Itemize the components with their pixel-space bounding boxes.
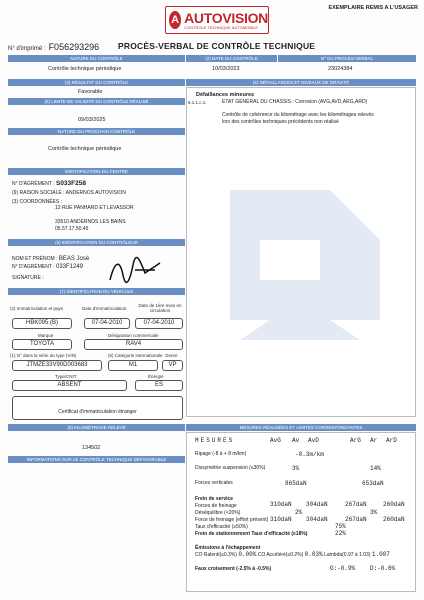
section-resultat: (3) RÉSULTAT DU CONTRÔLE (8, 79, 185, 86)
section-kilometrage: (8) KILOMÉTRAGE RELEVÉ (8, 424, 185, 431)
header-ar: Ar (370, 437, 378, 444)
section-date: (2) DATE DU CONTRÔLE (186, 55, 277, 62)
centre-agrement: N° D'AGRÉMENT : S033F258 (12, 180, 86, 187)
vin-field: JTMZE33V90D003683 (12, 360, 102, 371)
forces-av: 865daN (285, 480, 307, 487)
frein-force-avd: 304daN (306, 501, 328, 508)
taux-value: 75% (335, 523, 346, 530)
marque-label: Marque (38, 333, 54, 338)
defaillances-heading: Défaillances mineures (196, 92, 255, 98)
certificat-label: Certificat d'immatriculation étranger (58, 409, 137, 415)
controleur-agrement: N° D'AGRÉMENT : 033F1249 (12, 264, 84, 270)
type-label: Type/CNIT (55, 374, 77, 379)
section-centre: IDENTIFICATION DU CENTRE (8, 168, 185, 175)
centre-raison: (9) RAISON SOCIALE : ANDERNOS AUTOVISION (12, 190, 126, 196)
page-title: PROCÈS-VERBAL DE CONTRÔLE TECHNIQUE (118, 41, 316, 51)
section-prochain: NATURE DU PROCHAIN CONTRÔLE (8, 128, 185, 135)
defaillance-item: ETAT GÉNÉRAL DU CHASSIS : Corrosion (AVG,AVD,ARG,ARD) (222, 99, 368, 105)
control-validite: 09/03/2025 (78, 117, 106, 123)
brand-subtitle: CONTROLE TECHNIQUE AUTOMOBILE (184, 24, 258, 30)
fouscr-g: G:-0.9% (330, 565, 356, 572)
section-pv-number: N° DU PROCÈS-VERBAL (278, 55, 416, 62)
signature-icon (105, 255, 165, 285)
controleur-nom: NOM ET PRÉNOM : BEAS José (12, 256, 90, 262)
section-defaillances: (4) DÉFAILLANCES ET NIVEAUX DE GRAVITÉ (186, 79, 416, 86)
date-immat-label: Date d'immatriculation (82, 306, 127, 311)
frein-pres-avd: 304daN (306, 516, 328, 523)
energie-field: ES (135, 380, 183, 391)
signature-label: SIGNATURE : (12, 275, 44, 281)
frein-force-arg: 267daN (345, 501, 367, 508)
kilometrage-note: Contrôle de cohérence du kilométrage avec les kilométrages relevés lors des contrôles techniques précédents non réalisé (222, 112, 374, 125)
dissymetrie-label: Dissymétrie suspension (≤30%) (195, 465, 266, 471)
brand-name: AUTOVISION (184, 9, 268, 26)
kilometrage-value: 134502 (82, 445, 101, 451)
frein-label: Frein de service (195, 496, 234, 502)
section-mesures: MESURES RÉALISÉES ET LIMITES CORRESPONDANTES (186, 424, 416, 431)
ripage-value: -0.3m/km (295, 451, 324, 458)
emissions-label: Émissions à l'échappement (195, 545, 261, 551)
section-controleur: (6) IDENTIFICATION DU CONTRÔLEUR (8, 239, 185, 246)
categorie-label: (5) Catégorie internationale (108, 353, 163, 358)
pv-number: 23024384 (328, 66, 353, 72)
imprime-number: N° d'imprimé : F056293296 (8, 42, 100, 52)
frein-pres-avg: 310daN (270, 516, 292, 523)
centre-phone: 05.57.17.50.45 (55, 226, 89, 232)
dissymetrie-av: 3% (292, 465, 300, 472)
centre-address1: 12 RUE PANHARD ET LEVASSOR (55, 205, 134, 211)
section-vehicule: (7) IDENTIFICATION DU VÉHICULE (8, 288, 185, 295)
frein-force-avg: 310daN (270, 501, 292, 508)
autovision-mark-icon: A (169, 11, 181, 29)
fouscr-d: D:-0.6% (370, 565, 396, 572)
control-resultat: Favorable (78, 89, 103, 95)
vin-label: (1) N° dans la série du type (VIN) (10, 353, 77, 358)
energie-label: Énergie (148, 374, 164, 379)
section-validite: (5) LIMITE DE VALIDITÉ DU CONTRÔLE RÉALISÉ (8, 98, 185, 105)
centre-address2: 33510 ANDERNOS LES BAINS (55, 219, 126, 225)
frein-des-label: Déséquilibre (<20%) (195, 510, 241, 516)
modele-label: Désignation commerciale (108, 333, 159, 338)
genre-field: VP (162, 360, 183, 371)
defaillance-code: 6.1.1.c.1. (188, 100, 207, 105)
frein-force-ard: 260daN (383, 501, 405, 508)
mesures-title: MESURES (195, 437, 235, 444)
categorie-field: M1 (108, 360, 158, 371)
stationnement-value: 22% (335, 530, 346, 537)
section-nature: NATURE DU CONTRÔLE (8, 55, 185, 62)
fouscr-label: Faux croisement (-2.5% à -0.5%) (195, 566, 272, 572)
header-av: Av (292, 437, 300, 444)
copy-label: EXEMPLAIRE REMIS A L'USAGER (328, 5, 418, 11)
header-avd: AvD (308, 437, 319, 444)
emissions-row: CO Ralenti(≤0.3%) 0.00% CO Accéléré(≤0.2%) 0.03% Lambda(0.97 à 1.03) 1.007 (195, 551, 390, 558)
autovision-watermark-icon (210, 170, 405, 360)
taux-label: Taux d'efficacité (≥50%) (195, 524, 248, 530)
control-nature: Contrôle technique périodique (48, 66, 122, 72)
immat-label: (2) Immatriculation et pays (10, 306, 64, 311)
frein-forces-label: Forces de freinage (195, 503, 237, 509)
marque-field: TOYOTA (12, 339, 72, 350)
dissymetrie-ar: 14% (370, 465, 381, 472)
frein-des-ar: 3% (370, 509, 378, 516)
forces-label: Forces verticales (195, 480, 233, 486)
genre-label: Genre (165, 353, 178, 358)
frein-pres-label: Force de freinage (effort présent) (195, 517, 269, 523)
immat-field: HBK095 (B) (12, 318, 72, 329)
date-immat-field: 07-04-2010 (84, 318, 130, 329)
date-circ-label: Date de 1ère mise en circulation (138, 303, 182, 313)
type-field: ABSENT (12, 380, 127, 391)
centre-coord-label: (3) COORDONNÉES : (12, 199, 63, 205)
section-kilometrage-info: INFORMATIONS SUR LE CONTRÔLE TECHNIQUE DÉFAVORABLE (8, 456, 185, 463)
frein-des-av: 2% (295, 509, 303, 516)
ripage-label: Ripage (-8 à + 8 m/km) (195, 451, 247, 457)
control-date: 10/03/2023 (212, 66, 240, 72)
modele-field: RAV4 (84, 339, 183, 350)
frein-pres-arg: 267daN (345, 516, 367, 523)
header-arg: ArG (350, 437, 361, 444)
forces-ar: 653daN (362, 480, 384, 487)
header-avg: AvG (270, 437, 281, 444)
control-prochain: Contrôle technique périodique (48, 146, 122, 152)
autovision-logo (165, 6, 269, 34)
frein-pres-ard: 260daN (383, 516, 405, 523)
certificat-box (12, 396, 183, 420)
date-circ-field: 07-04-2010 (135, 318, 183, 329)
stationnement-label: Frein de stationnement Taux d'efficacité (≥18%) (195, 531, 308, 537)
header-ard: ArD (386, 437, 397, 444)
